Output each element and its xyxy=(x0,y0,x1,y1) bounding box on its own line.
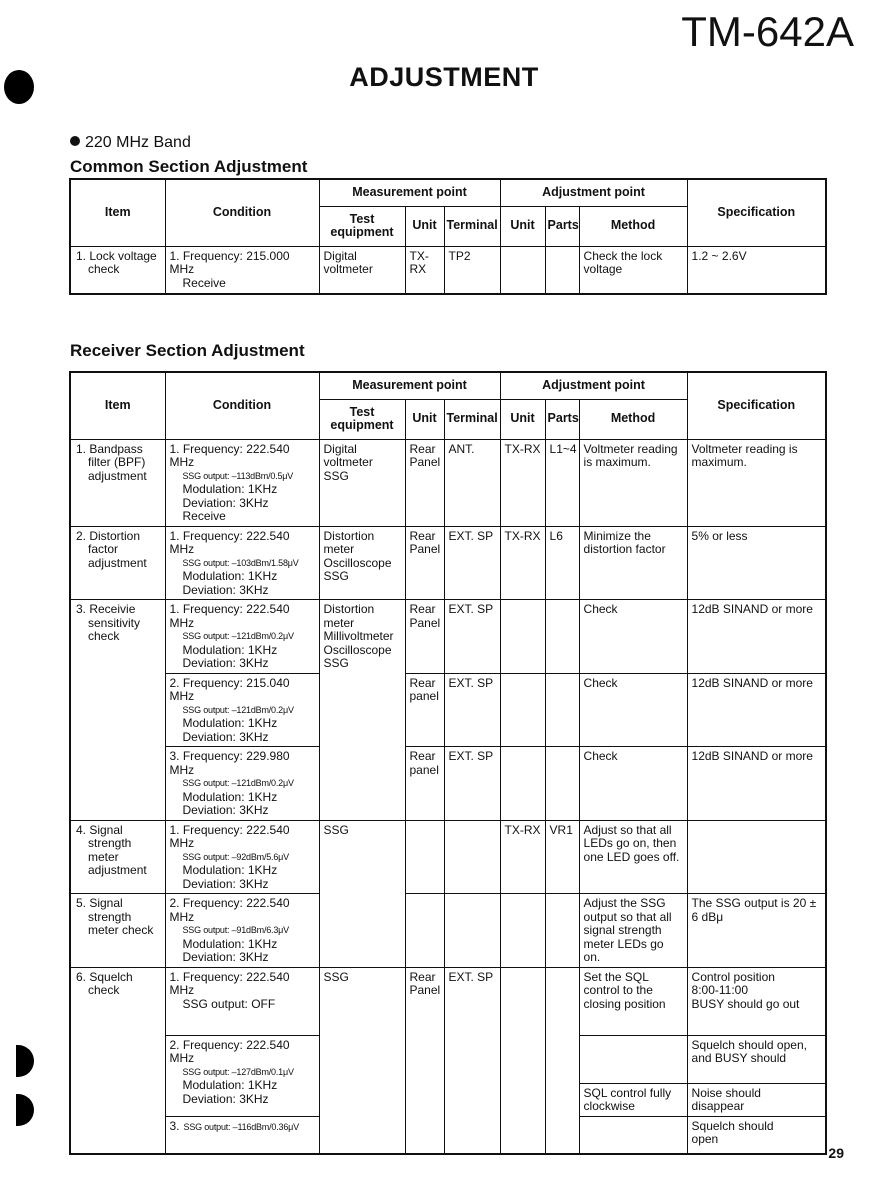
cell-method: Adjust so that all LEDs go on, then one LED goes off. xyxy=(579,820,687,894)
common-section-title: Common Section Adjustment xyxy=(70,157,308,176)
cell-method: Adjust the SSG output so that all signal strength meter LEDs go on. xyxy=(579,894,687,968)
cell-adj-unit xyxy=(500,894,545,968)
table-row xyxy=(70,747,826,821)
cell-condition: 1. Frequency: 222.540 MHz SSG output: –113dBm/0.5μV Modulation: 1KHz Deviation: 3KHz Receive xyxy=(165,439,319,526)
cell-method: Check xyxy=(579,600,687,674)
cell-condition: 2. Frequency: 222.540 MHz SSG output: –127dBm/0.1μV Modulation: 1KHz Deviation: 3KHz xyxy=(165,1035,319,1116)
cell-terminal: EXT. SP xyxy=(444,747,500,821)
bullet-icon xyxy=(70,136,80,146)
cell-item: 1. Bandpass filter (BPF) adjustment xyxy=(70,439,165,526)
cell-parts xyxy=(545,967,579,1154)
receiver-adjustment-table xyxy=(69,371,827,1155)
cell-parts: L1~4 xyxy=(545,439,579,526)
cell-adj-unit: TX-RX xyxy=(500,820,545,894)
cell-condition: 1. Frequency: 222.540 MHz SSG output: OFF xyxy=(165,967,319,1035)
cell-parts xyxy=(545,600,579,674)
page-title: ADJUSTMENT xyxy=(349,62,539,92)
cell-equipment: SSG xyxy=(319,820,405,967)
cell-item: 3. Receivie sensitivity check xyxy=(70,600,165,821)
col-measurement-point: Measurement point xyxy=(319,179,500,206)
col-condition: Condition xyxy=(165,179,319,246)
col-unit: Unit xyxy=(405,399,444,439)
col-adj-unit: Unit xyxy=(500,399,545,439)
table-row xyxy=(70,246,826,294)
col-test-equipment: Test equipment xyxy=(319,206,405,246)
cell-unit xyxy=(405,820,444,894)
cell-method: Check xyxy=(579,747,687,821)
cell-method: Check the lock voltage xyxy=(579,246,687,294)
cell-spec: The SSG output is 20 ± 6 dBμ xyxy=(687,894,826,968)
cell-unit xyxy=(405,894,444,968)
cell-item: 2. Distortion factor adjustment xyxy=(70,526,165,600)
cell-item: 6. Squelch check xyxy=(70,967,165,1154)
cell-parts: VR1 xyxy=(545,820,579,894)
cell-spec: Squelch should open, and BUSY should xyxy=(687,1035,826,1083)
cell-item: 4. Signal strength meter adjustment xyxy=(70,820,165,894)
cell-adj-unit xyxy=(500,673,545,747)
page-number: 29 xyxy=(828,1145,844,1161)
table-row xyxy=(70,820,826,894)
cell-method: SQL control fully clockwise xyxy=(579,1083,687,1116)
cell-terminal: EXT. SP xyxy=(444,600,500,674)
cell-spec: 1.2 ~ 2.6V xyxy=(687,246,826,294)
col-method: Method xyxy=(579,206,687,246)
col-measurement-point: Measurement point xyxy=(319,372,500,399)
cell-equipment: Digital voltmeter xyxy=(319,246,405,294)
cell-terminal xyxy=(444,820,500,894)
cell-unit: Rear Panel xyxy=(405,439,444,526)
cell-spec: Voltmeter reading is maximum. xyxy=(687,439,826,526)
col-adj-unit: Unit xyxy=(500,206,545,246)
cell-terminal xyxy=(444,894,500,968)
cell-spec: 12dB SINAND or more xyxy=(687,747,826,821)
cell-terminal: EXT. SP xyxy=(444,967,500,1154)
cell-condition: 2. Frequency: 215.040 MHz SSG output: –121dBm/0.2μV Modulation: 1KHz Deviation: 3KHz xyxy=(165,673,319,747)
cell-unit: Rear panel xyxy=(405,673,444,747)
cell-adj-unit xyxy=(500,747,545,821)
cell-method xyxy=(579,1035,687,1083)
table-row xyxy=(70,526,826,600)
cell-parts: L6 xyxy=(545,526,579,600)
receiver-section-title: Receiver Section Adjustment xyxy=(70,341,305,360)
col-parts: Parts xyxy=(545,206,579,246)
cell-condition: 1. Frequency: 222.540 MHz SSG output: –121dBm/0.2μV Modulation: 1KHz Deviation: 3KHz xyxy=(165,600,319,674)
cell-condition: 2. Frequency: 222.540 MHz SSG output: –91dBm/6.3μV Modulation: 1KHz Deviation: 3KHz xyxy=(165,894,319,968)
cell-adj-unit xyxy=(500,967,545,1154)
cell-unit: Rear Panel xyxy=(405,967,444,1154)
cell-terminal: EXT. SP xyxy=(444,526,500,600)
cell-method: Check xyxy=(579,673,687,747)
col-condition: Condition xyxy=(165,372,319,439)
cell-spec: 12dB SINAND or more xyxy=(687,673,826,747)
cell-condition: 3. Frequency: 229.980 MHz SSG output: –121dBm/0.2μV Modulation: 1KHz Deviation: 3KHz xyxy=(165,747,319,821)
cell-spec: 5% or less xyxy=(687,526,826,600)
cell-terminal: EXT. SP xyxy=(444,673,500,747)
cell-spec: Control position 8:00-11:00 BUSY should go out xyxy=(687,967,826,1035)
cell-method: Minimize the distortion factor xyxy=(579,526,687,600)
cell-spec xyxy=(687,820,826,894)
cell-adj-unit: TX-RX xyxy=(500,439,545,526)
cell-condition: 1. Frequency: 222.540 MHz SSG output: –92dBm/5.6μV Modulation: 1KHz Deviation: 3KHz xyxy=(165,820,319,894)
cell-spec: 12dB SINAND or more xyxy=(687,600,826,674)
band-label: 220 MHz Band xyxy=(70,134,191,152)
table-row xyxy=(70,439,826,526)
col-test-equipment: Test equipment xyxy=(319,399,405,439)
cell-equipment: Distortion meter Millivoltmeter Oscilloscope SSG xyxy=(319,600,405,821)
cell-equipment: Digital voltmeter SSG xyxy=(319,439,405,526)
col-item: Item xyxy=(70,179,165,246)
table-row xyxy=(70,967,826,1035)
cell-item: 5. Signal strength meter check xyxy=(70,894,165,968)
cell-parts xyxy=(545,246,579,294)
cell-unit: Rear panel xyxy=(405,747,444,821)
cell-spec: Noise should disappear xyxy=(687,1083,826,1116)
col-specification: Specification xyxy=(687,372,826,439)
cell-method: Set the SQL control to the closing position xyxy=(579,967,687,1035)
cell-adj-unit xyxy=(500,246,545,294)
cell-unit: Rear Panel xyxy=(405,526,444,600)
cell-method xyxy=(579,1116,687,1154)
table-row xyxy=(70,600,826,674)
common-adjustment-table xyxy=(69,178,827,295)
cell-condition: 3. SSG output: –116dBm/0.36μV xyxy=(165,1116,319,1154)
col-method: Method xyxy=(579,399,687,439)
cell-condition: 1. Frequency: 222.540 MHz SSG output: –103dBm/1.58μV Modulation: 1KHz Deviation: 3KHz xyxy=(165,526,319,600)
cell-item: 1. Lock voltage check xyxy=(70,246,165,294)
col-terminal: Terminal xyxy=(444,206,500,246)
col-item: Item xyxy=(70,372,165,439)
col-unit: Unit xyxy=(405,206,444,246)
col-terminal: Terminal xyxy=(444,399,500,439)
table-row xyxy=(70,673,826,747)
cell-terminal: TP2 xyxy=(444,246,500,294)
col-adjustment-point: Adjustment point xyxy=(500,372,687,399)
cell-parts xyxy=(545,747,579,821)
cell-condition: 1. Frequency: 215.000 MHz Receive xyxy=(165,246,319,294)
cell-spec: Squelch should open xyxy=(687,1116,826,1154)
cell-equipment: SSG xyxy=(319,967,405,1154)
cell-unit: TX-RX xyxy=(405,246,444,294)
cell-parts xyxy=(545,673,579,747)
table-row xyxy=(70,894,826,968)
cell-equipment: Distortion meter Oscilloscope SSG xyxy=(319,526,405,600)
cell-adj-unit xyxy=(500,600,545,674)
cell-terminal: ANT. xyxy=(444,439,500,526)
cell-method: Voltmeter reading is maximum. xyxy=(579,439,687,526)
cell-parts xyxy=(545,894,579,968)
model-number: TM-642A xyxy=(681,8,854,55)
col-specification: Specification xyxy=(687,179,826,246)
col-adjustment-point: Adjustment point xyxy=(500,179,687,206)
col-parts: Parts xyxy=(545,399,579,439)
cell-adj-unit: TX-RX xyxy=(500,526,545,600)
binder-hole xyxy=(16,1045,34,1077)
cell-unit: Rear Panel xyxy=(405,600,444,674)
binder-hole xyxy=(16,1094,34,1126)
